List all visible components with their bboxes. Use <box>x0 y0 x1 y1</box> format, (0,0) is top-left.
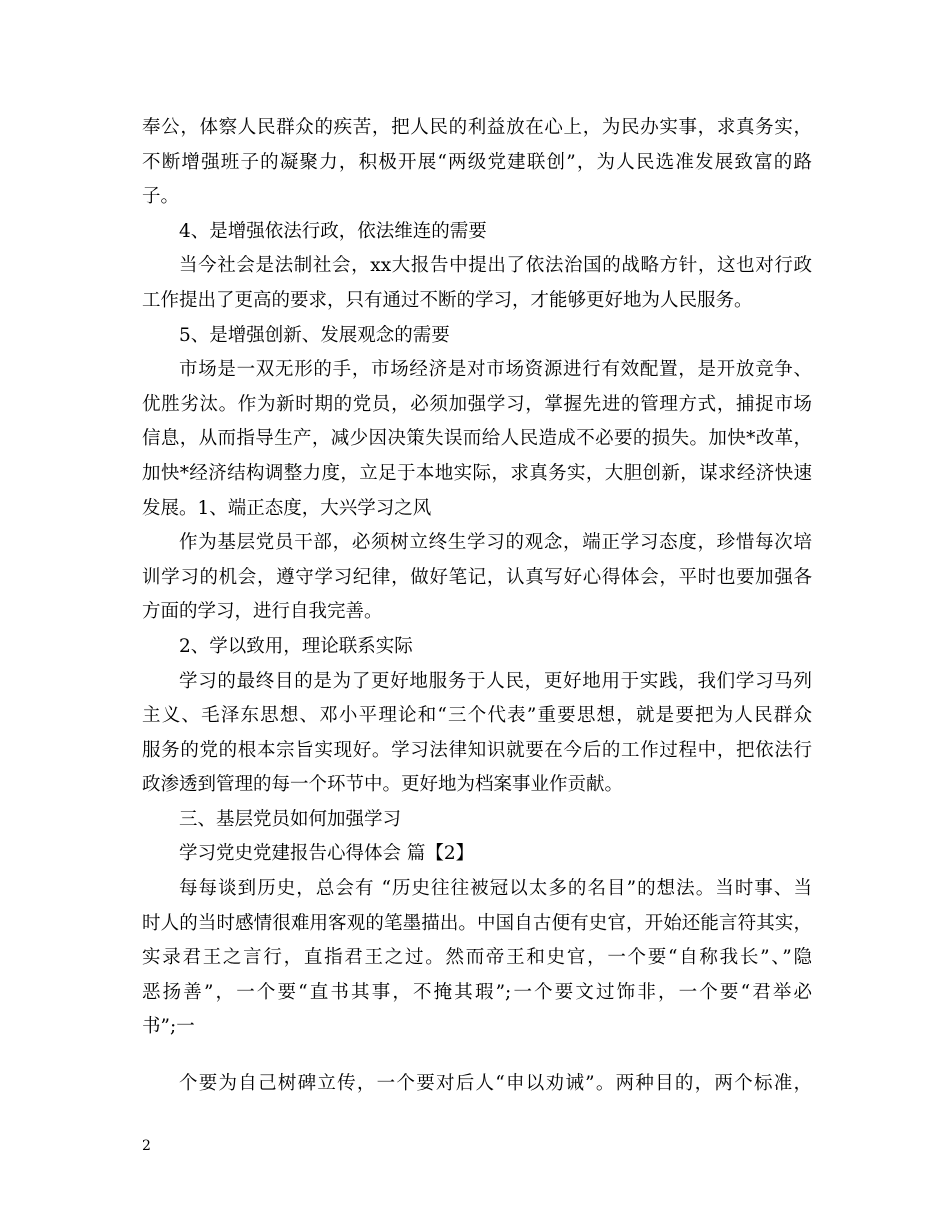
paragraph-gap <box>142 1045 812 1067</box>
text-line: 工作提出了更高的要求，只有通过不断的学习，才能够更好地为人民服务。 <box>142 289 753 311</box>
text-line: 信息，从而指导生产，减少因决策失误而给人民造成不必要的损失。加快*改革， <box>142 428 812 450</box>
document-body <box>142 111 812 1102</box>
text-line: 服务的党的根本宗旨实现好。学习法律知识就要在今后的工作过程中，把依法行 <box>142 739 812 761</box>
text-line: 书”;一 <box>142 1016 195 1038</box>
text-line: 恶扬善”，一个要“直书其事，不掩其瑕”;一个要文过饰非，一个要“君举必 <box>142 981 812 1003</box>
text-line: 发展。1、端正态度，大兴学习之风 <box>142 497 432 519</box>
text-line: 学习的最终目的是为了更好地服务于人民，更好地用于实践，我们学习马列 <box>179 670 812 692</box>
text-line: 每每谈到历史，总会有 “历史往往被冠以太多的名目”的想法。当时事、当 <box>179 878 812 900</box>
text-line: 政渗透到管理的每一个环节中。更好地为档案事业作贡献。 <box>142 774 624 796</box>
section-heading: 三、基层党员如何加强学习 <box>179 808 402 830</box>
section-heading: 4、是增强依法行政，依法维连的需要 <box>179 220 487 242</box>
section-heading: 2、学以致用，理论联系实际 <box>179 635 413 657</box>
text-line: 奉公，体察人民群众的疾苦，把人民的利益放在心上，为民办实事，求真务实， <box>142 117 812 138</box>
text-line: 时人的当时感情很难用客观的笔墨描出。中国自古便有史官，开始还能言符其实， <box>142 912 812 934</box>
text-line: 作为基层党员干部，必须树立终生学习的观念，端正学习态度，珍惜每次培 <box>179 532 812 554</box>
text-line: 训学习的机会，遵守学习纪律，做好笔记，认真写好心得体会，平时也要加强各 <box>142 566 812 588</box>
text-line: 实录君王之言行，直指君王之过。然而帝王和史官，一个要“自称我长”、”隐 <box>142 947 812 969</box>
text-line: 加快*经济结构调整力度，立足于本地实际，求真务实，大胆创新，谋求经济快速 <box>142 462 812 484</box>
text-line: 个要为自己树碑立传，一个要对后人“申以劝诫”。两种目的，两个标准， <box>179 1073 812 1095</box>
text-line: 方面的学习，进行自我完善。 <box>142 601 383 623</box>
page-number: 2 <box>142 1138 151 1154</box>
article-title: 学习党史党建报告心得体会 篇【2】 <box>179 843 475 865</box>
text-line: 子。 <box>142 186 180 208</box>
text-line: 不断增强班子的凝聚力，积极开展“两级党建联创”，为人民选准发展致富的路 <box>142 151 812 173</box>
text-line: 优胜劣汰。作为新时期的党员，必须加强学习，掌握先进的管理方式，捕捉市场 <box>142 393 812 415</box>
text-line: 当今社会是法制社会，xx大报告中提出了依法治国的战略方针，这也对行政 <box>179 255 812 277</box>
section-heading: 5、是增强创新、发展观念的需要 <box>179 324 450 346</box>
text-line: 市场是一双无形的手，市场经济是对市场资源进行有效配置，是开放竞争、 <box>179 359 812 381</box>
text-line: 主义、毛泽东思想、邓小平理论和“三个代表”重要思想，就是要把为人民群众 <box>142 705 812 727</box>
